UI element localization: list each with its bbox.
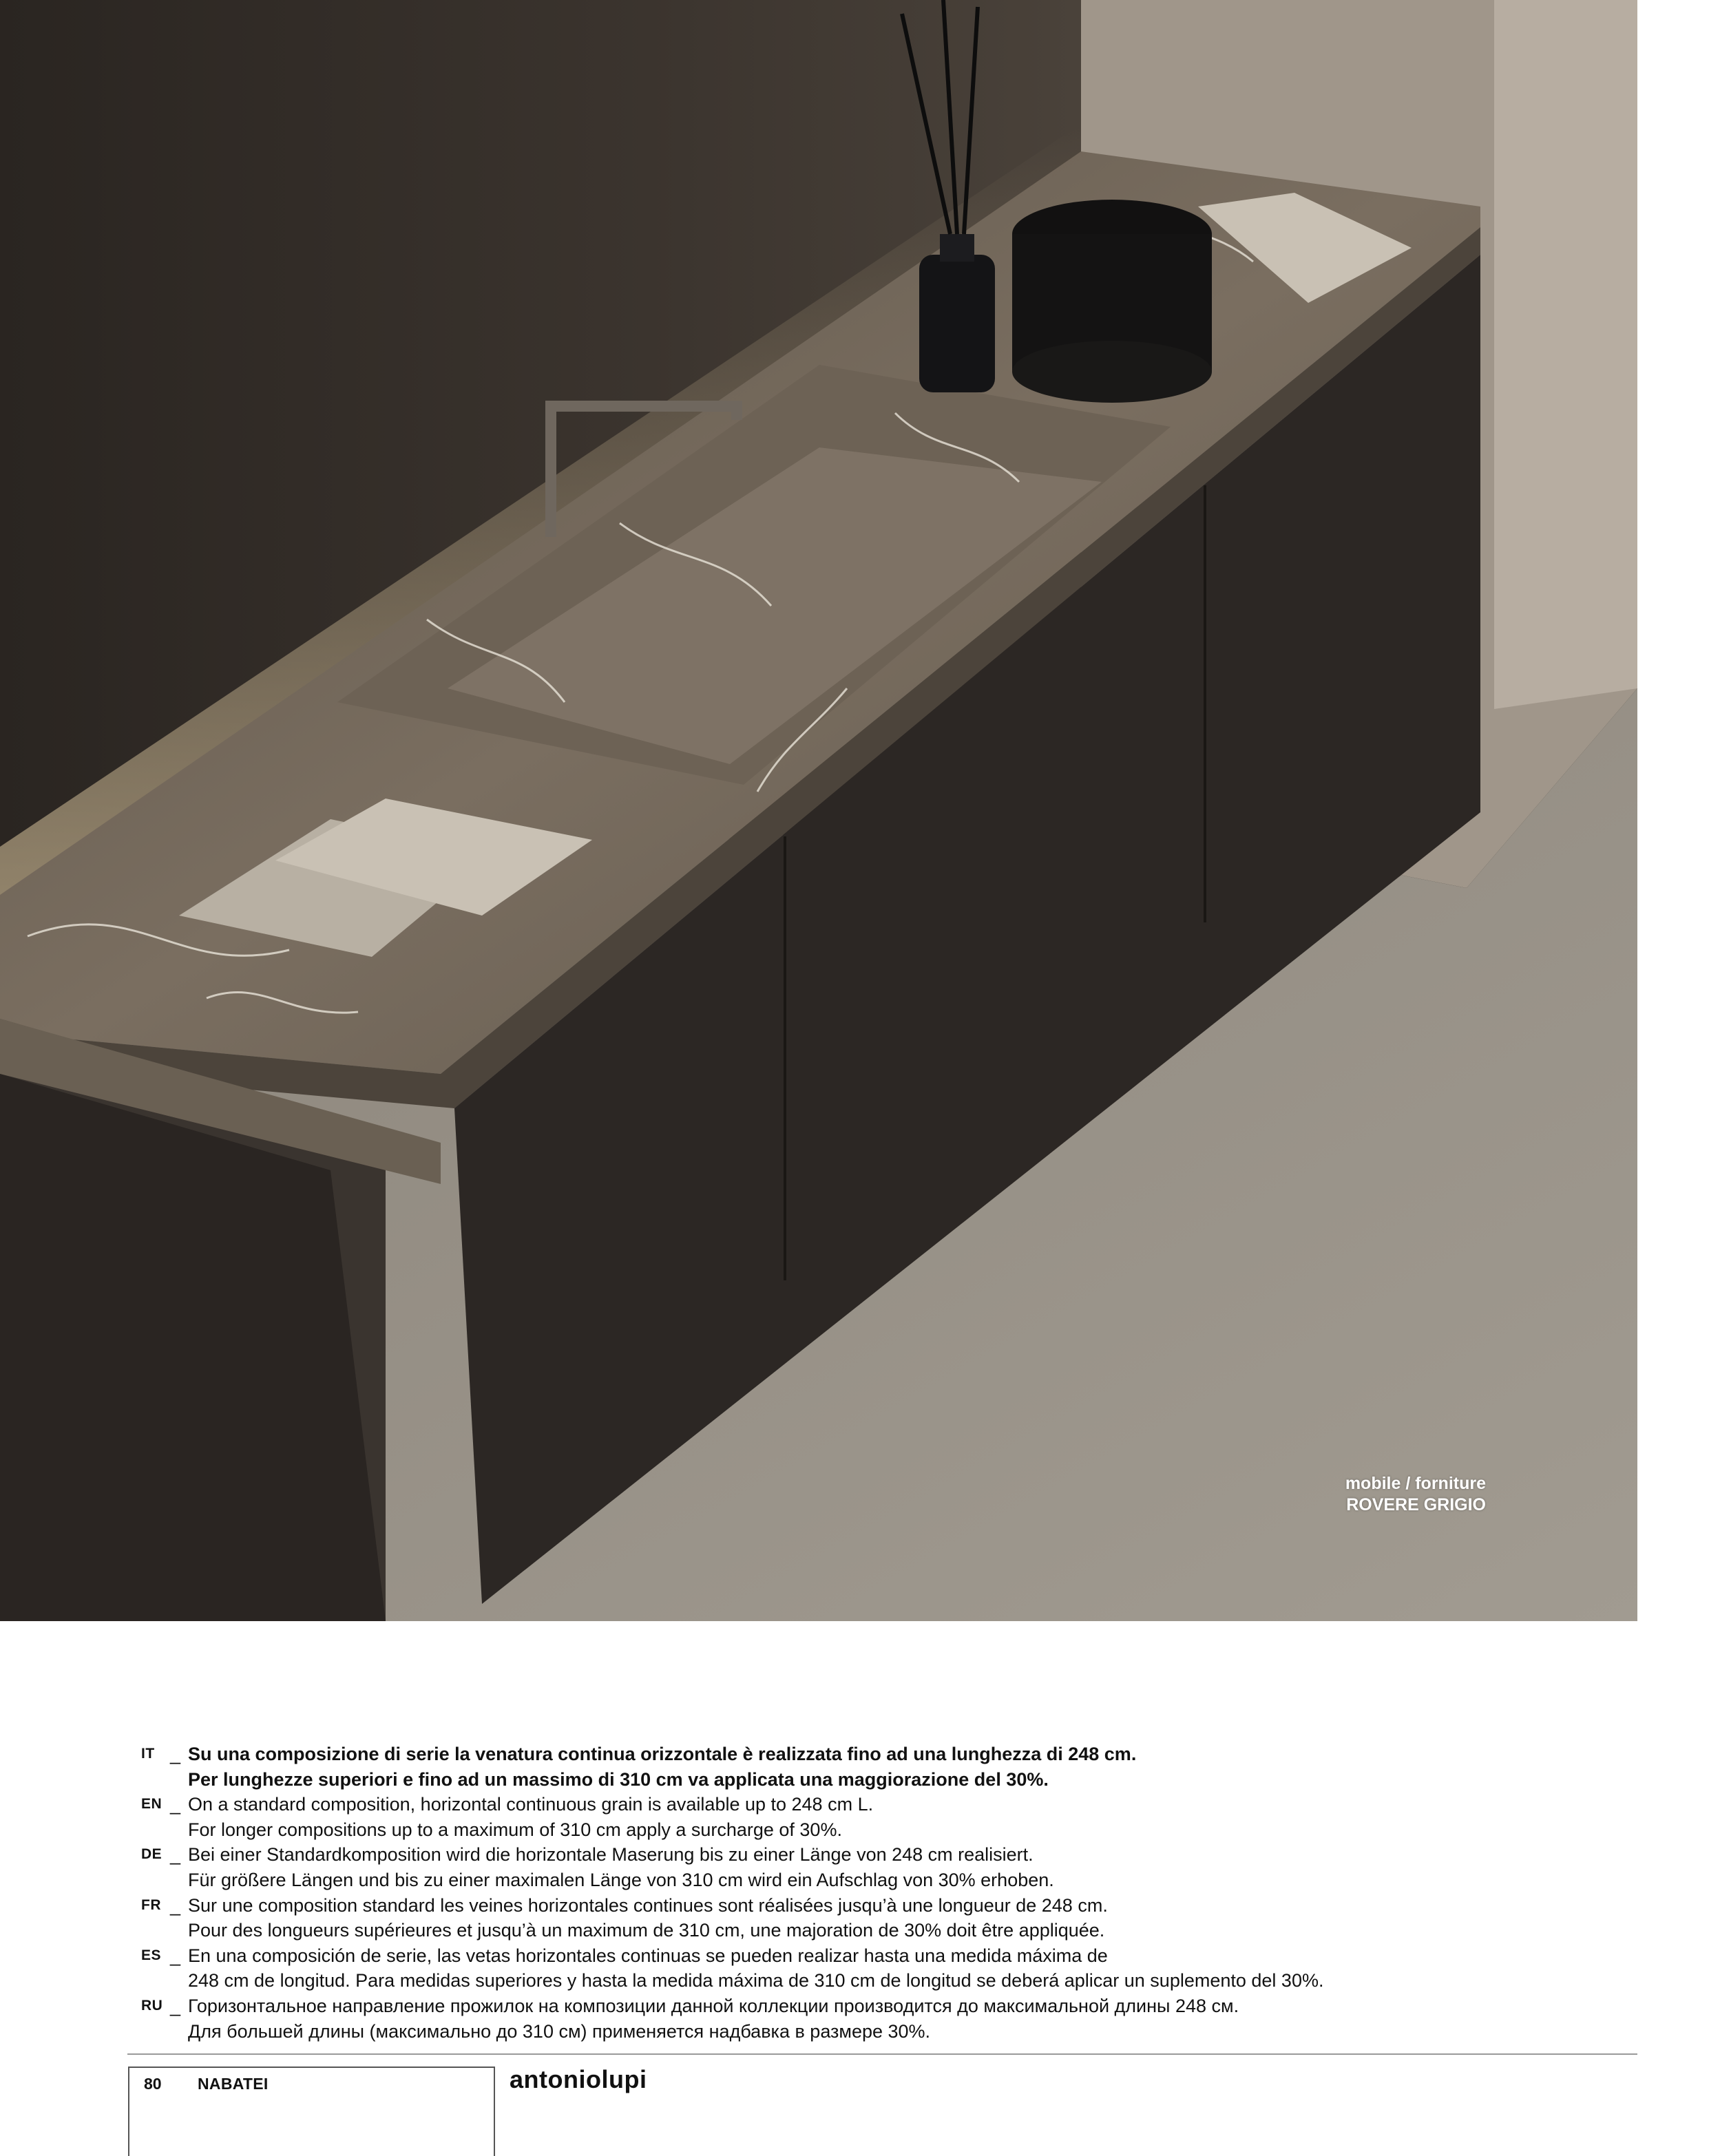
separator: _: [170, 1794, 181, 1815]
note-es: [141, 1943, 1587, 1994]
note-line: For longer compositions up to a maximum of 310 cm apply a surcharge of 30%.: [188, 1819, 842, 1840]
note-line: Bei einer Standardkomposition wird die horizontale Maserung bis zu einer Länge von 248 cm realisiert.: [188, 1844, 1034, 1866]
note-line: Sur une composition standard les veines horizontales continues sont réalisées jusqu’à une longueur de 248 cm.: [188, 1894, 1108, 1916]
note-line: Per lunghezze superiori e fino ad un massimo di 310 cm va applicata una maggiorazione del 30%.: [188, 1768, 1049, 1790]
language-code: FR: [141, 1896, 161, 1913]
note-fr: [141, 1893, 1587, 1943]
brand-logo: antoniolupi: [510, 2065, 647, 2093]
language-code: EN: [141, 1796, 162, 1812]
note-line: Для большей длины (максимально до 310 см) применяется надбавка в размере 30%.: [188, 2020, 931, 2042]
separator: _: [170, 1844, 181, 1866]
language-code: IT: [141, 1746, 155, 1762]
language-code: DE: [141, 1846, 162, 1863]
note-it: [141, 1742, 1587, 1792]
multilingual-notes: [141, 1742, 1587, 2044]
note-line: Горизонтальное направление прожилок на композиции данной коллекции производится до максимальной длины 248 см.: [188, 1995, 1239, 2016]
caption-label: mobile / forniture: [1345, 1474, 1486, 1493]
note-line: Su una composizione di serie la venatura continua orizzontale è realizzata fino ad una lunghezza di 248 cm.: [188, 1744, 1137, 1764]
note-line: Für größere Längen und bis zu einer maximalen Länge von 310 cm wird ein Aufschlag von 30% erhoben.: [188, 1869, 1054, 1890]
footer-divider: [127, 2053, 1637, 2055]
page-number: 80: [144, 2075, 162, 2093]
separator: _: [170, 1995, 181, 2016]
separator: _: [170, 1894, 181, 1916]
note-de: [141, 1842, 1587, 1892]
separator: _: [170, 1744, 181, 1764]
note-ru: [141, 1994, 1587, 2044]
language-code: RU: [141, 1997, 163, 2014]
section-title: NABATEI: [198, 2075, 269, 2093]
note-line: 248 cm de longitud. Para medidas superiores y hasta la medida máxima de 310 cm de longitud se deberá aplicar un suplemento del 30%.: [188, 1970, 1324, 1991]
finish-caption: [1345, 1473, 1486, 1516]
language-code: ES: [141, 1947, 162, 1963]
separator: _: [170, 1945, 181, 1966]
note-line: On a standard composition, horizontal continuous grain is available up to 248 cm L.: [188, 1794, 874, 1815]
footer-box: [128, 2067, 495, 2156]
caption-finish: ROVERE GRIGIO: [1346, 1495, 1486, 1514]
note-line: Pour des longueurs supérieures et jusqu’à un maximum de 310 cm, une majoration de 30% doit être appliquée.: [188, 1920, 1105, 1941]
note-line: En una composición de serie, las vetas horizontales continuas se pueden realizar hasta una medida máxima de: [188, 1945, 1108, 1966]
note-en: [141, 1792, 1587, 1842]
